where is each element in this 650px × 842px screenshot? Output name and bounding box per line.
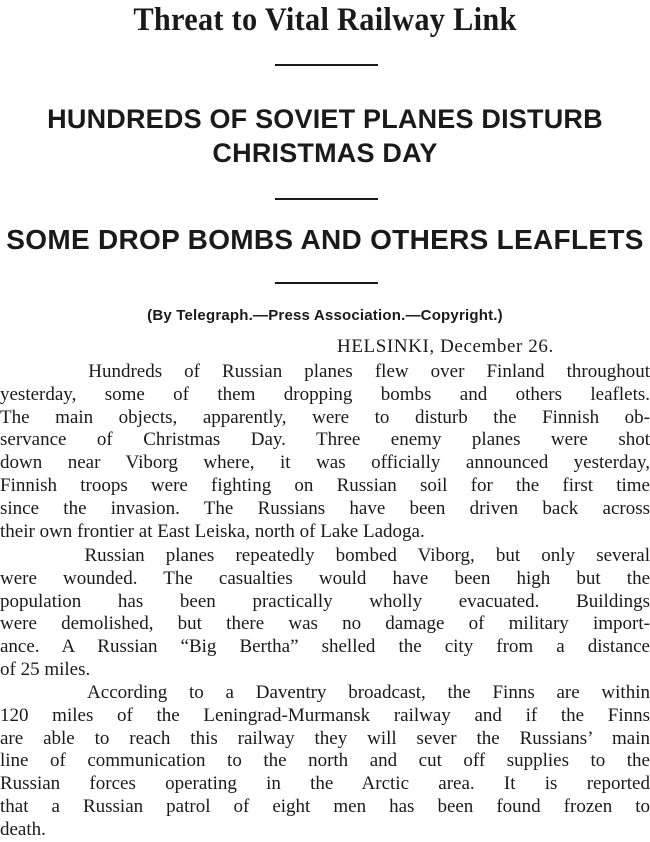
paragraph-line: yesterday, some of them dropping bombs and others leaflets. bbox=[0, 383, 650, 405]
paragraph-line: line of communication to the north and cut off supplies to the bbox=[0, 750, 650, 772]
paragraph-3 bbox=[0, 682, 650, 842]
wire-credit: (By Telegraph.—Press Association.—Copyright.) bbox=[147, 307, 503, 324]
paragraph-line: 120 miles of the Leningrad-Murmansk railway and if the Finns bbox=[0, 704, 650, 726]
paragraph-line: were demolished, but there was no damage of military import- bbox=[0, 613, 650, 635]
subheadline-line: CHRISTMAS DAY bbox=[212, 138, 438, 168]
headline-divider bbox=[275, 64, 378, 66]
paragraph-line: population has been practically wholly evacuated. Buildings bbox=[0, 590, 650, 612]
paragraph-line: are able to reach this railway they will sever the Russians’ main bbox=[0, 727, 650, 749]
paragraph-line: Russian forces operating in the Arctic area. It is reported bbox=[0, 773, 650, 795]
paragraph-line: death. bbox=[0, 818, 46, 840]
paragraph-line: Russian planes repeatedly bombed Viborg, but only several bbox=[0, 545, 650, 566]
dateline: HELSINKI, December 26. bbox=[337, 336, 554, 357]
subheadline-line: HUNDREDS OF SOVIET PLANES DISTURB bbox=[47, 104, 603, 134]
deck-headline: SOME DROP BOMBS AND OTHERS LEAFLETS bbox=[6, 224, 644, 255]
paragraph-line: down near Viborg where, it was officially announced yesterday, bbox=[0, 452, 650, 474]
subheadline-divider bbox=[275, 198, 378, 200]
headline: Threat to Vital Railway Link bbox=[133, 2, 517, 38]
paragraph-2 bbox=[0, 545, 650, 682]
paragraph-line: their own frontier at East Leiska, north of Lake Ladoga. bbox=[0, 520, 425, 542]
paragraph-line: that a Russian patrol of eight men has been found frozen to bbox=[0, 795, 650, 817]
paragraph-line: since the invasion. The Russians have been driven back across bbox=[0, 497, 650, 519]
paragraph-line: Hundreds of Russian planes flew over Finland throughout bbox=[0, 361, 650, 382]
subheadline bbox=[0, 102, 650, 170]
paragraph-1 bbox=[0, 361, 650, 543]
paragraph-line: ance. A Russian “Big Bertha” shelled the city from a distance bbox=[0, 636, 650, 658]
paragraph-line: According to a Daventry broadcast, the Finns are within bbox=[0, 682, 650, 703]
paragraph-line: Finnish troops were fighting on Russian soil for the first time bbox=[0, 474, 650, 496]
paragraph-line: The main objects, apparently, were to disturb the Finnish ob- bbox=[0, 406, 650, 428]
paragraph-line: were wounded. The casualties would have been high but the bbox=[0, 567, 650, 589]
deck-divider bbox=[275, 282, 378, 284]
paragraph-line: servance of Christmas Day. Three enemy planes were shot bbox=[0, 429, 650, 451]
paragraph-line: of 25 miles. bbox=[0, 658, 91, 680]
